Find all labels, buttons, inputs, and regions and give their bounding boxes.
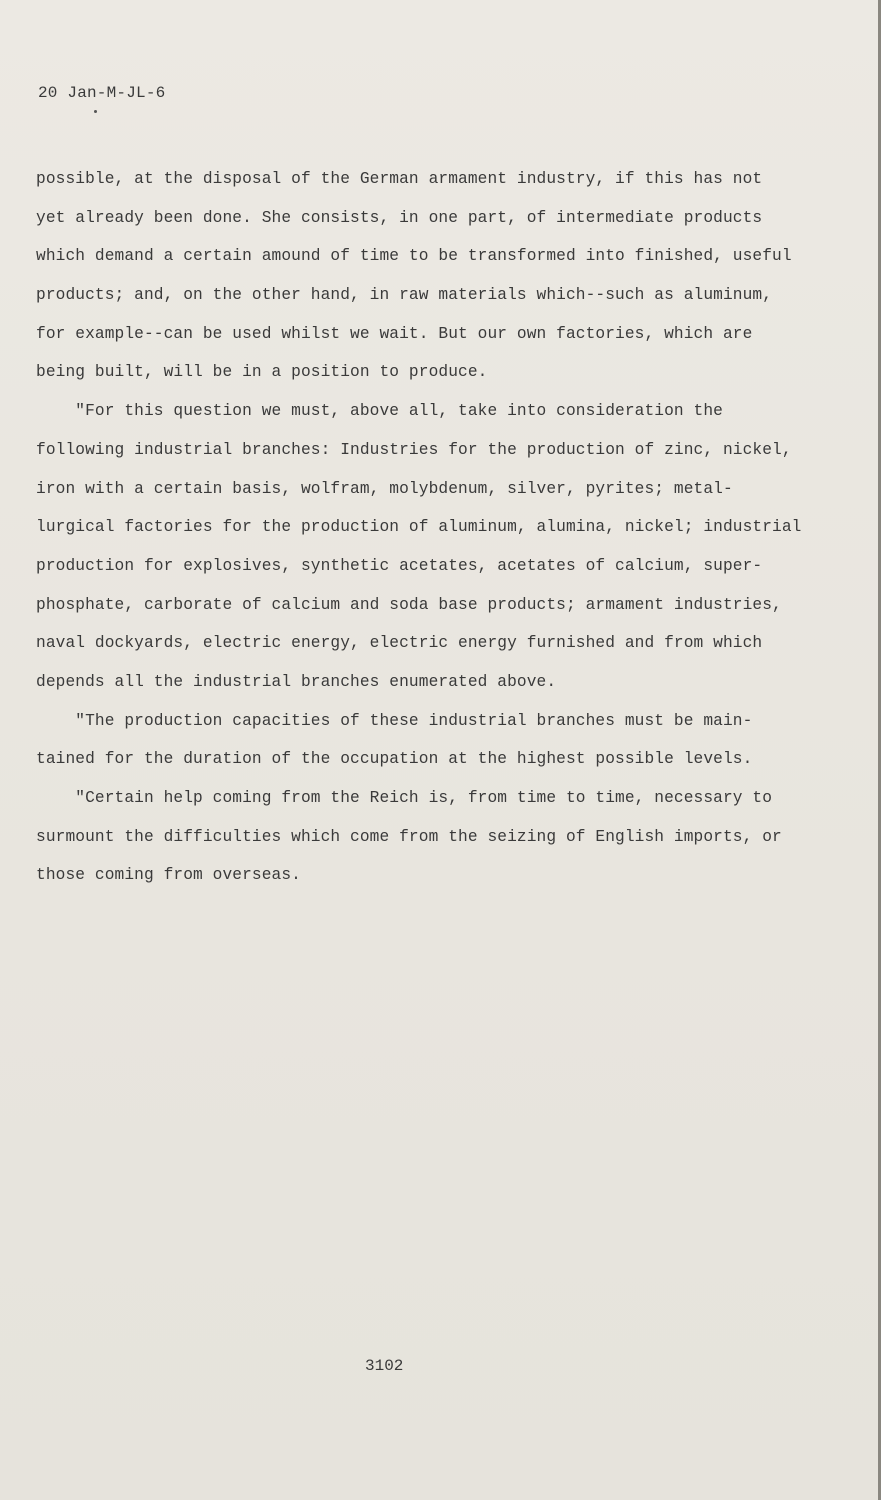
text-line: tained for the duration of the occupation at the highest possible levels. [36, 750, 753, 769]
text-line: for example--can be used whilst we wait. But our own factories, which are [36, 324, 753, 343]
text-line: depends all the industrial branches enumerated above. [36, 672, 557, 691]
text-line: lurgical factories for the production of aluminum, alumina, nickel; industrial [36, 518, 802, 537]
text-line: products; and, on the other hand, in raw materials which--such as aluminum, [36, 286, 773, 305]
text-line: production for explosives, synthetic acetates, acetates of calcium, super- [36, 556, 763, 575]
pencil-mark [94, 110, 97, 113]
text-line: naval dockyards, electric energy, electric energy furnished and from which [36, 634, 763, 653]
text-line: phosphate, carborate of calcium and soda base products; armament industries, [36, 595, 782, 614]
text-line: which demand a certain amound of time to be transformed into finished, useful [36, 247, 792, 266]
text-line: those coming from overseas. [36, 866, 301, 885]
text-line: yet already been done. She consists, in one part, of intermediate products [36, 208, 763, 227]
text-line: surmount the difficulties which come from the seizing of English imports, or [36, 827, 782, 846]
text-line: "Certain help coming from the Reich is, from time to time, necessary to [36, 789, 773, 807]
text-line: "The production capacities of these industrial branches must be main- [36, 711, 753, 730]
text-line: following industrial branches: Industries for the production of zinc, nickel, [36, 440, 792, 459]
text-line: possible, at the disposal of the German armament industry, if this has not [36, 170, 763, 188]
document-body [36, 160, 816, 895]
page-number: 3102 [365, 1357, 404, 1375]
document-header: 20 Jan-M-JL-6 [38, 84, 166, 102]
text-line: being built, will be in a position to produce. [36, 363, 488, 382]
text-line: "For this question we must, above all, take into consideration the [36, 402, 723, 421]
text-line: iron with a certain basis, wolfram, molybdenum, silver, pyrites; metal- [36, 479, 733, 498]
